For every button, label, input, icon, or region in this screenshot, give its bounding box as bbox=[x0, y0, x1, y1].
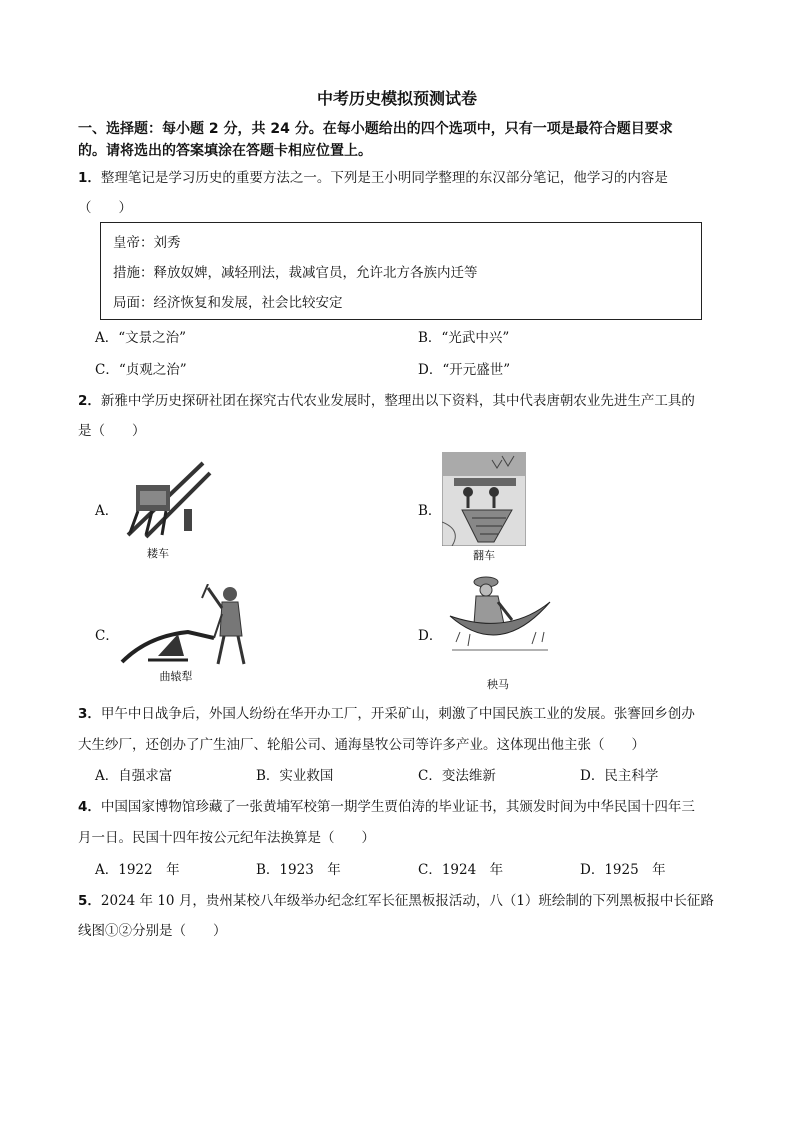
q1-option-a[interactable]: A．“文景之治” bbox=[95, 330, 187, 346]
caption-seed-drill: 耧车 bbox=[147, 547, 169, 560]
caption-curved-plough: 曲辕犁 bbox=[159, 670, 193, 683]
q5-stem bbox=[78, 889, 714, 909]
q5-text: 2024 年 10 月，贵州某校八年级举办纪念红军长征黑板报活动，八（1）班绘制的下列黑板报中长征路 bbox=[100, 893, 714, 909]
q2-number: 2． bbox=[78, 393, 101, 409]
q3-stem bbox=[78, 702, 695, 722]
q1-text: 整理笔记是学习历史的重要方法之一。下列是王小明同学整理的东汉部分笔记，他学习的内容是 bbox=[100, 170, 668, 186]
q1-number: 1． bbox=[78, 170, 101, 186]
q2-option-b[interactable]: B． bbox=[418, 503, 442, 519]
q4-text: 中国国家博物馆珍藏了一张黄埔军校第一期学生贾伯涛的毕业证书，其颁发时间为中华民国十四年三 bbox=[100, 799, 695, 815]
rice-seedling-horse-image bbox=[448, 572, 552, 670]
q2-stem-2: 是（ ） bbox=[78, 423, 146, 439]
notes-situation: 局面：经济恢复和发展，社会比较安定 bbox=[113, 295, 343, 311]
page-title: 中考历史模拟预测试卷 bbox=[316, 89, 477, 108]
q3-option-d[interactable]: D．民主科学 bbox=[580, 768, 659, 784]
q4-option-b[interactable]: B．1923 年 bbox=[256, 862, 341, 878]
q2-stem bbox=[78, 389, 695, 409]
q4-number: 4． bbox=[78, 799, 101, 815]
q3-option-a[interactable]: A．自强求富 bbox=[95, 768, 173, 784]
section-line-1: 一、选择题：每小题 2 分，共 24 分。在每小题给出的四个选项中，只有一项是最符合题目要求 bbox=[78, 121, 673, 137]
q3-text: 甲午中日战争后，外国人纷纷在华开办工厂，开采矿山，刺激了中国民族工业的发展。张謇回乡创办 bbox=[100, 706, 695, 722]
curved-plough-image bbox=[118, 584, 258, 670]
q1-answer-paren: （ ） bbox=[78, 200, 132, 216]
q1-notes-box bbox=[100, 222, 702, 320]
q3-stem-2: 大生纱厂，还创办了广生油厂、轮船公司、通海垦牧公司等许多产业。这体现出他主张（ ） bbox=[78, 737, 645, 753]
q3-option-c[interactable]: C．变法维新 bbox=[418, 768, 496, 784]
q2-option-c[interactable]: C． bbox=[95, 628, 119, 644]
water-wheel-image bbox=[442, 452, 526, 546]
q1-option-d[interactable]: D．“开元盛世” bbox=[418, 362, 511, 378]
q1-option-b[interactable]: B．“光武中兴” bbox=[418, 330, 510, 346]
section-heading bbox=[78, 118, 758, 162]
notes-emperor: 皇帝：刘秀 bbox=[113, 235, 181, 251]
q2-text: 新雅中学历史探研社团在探究古代农业发展时，整理出以下资料，其中代表唐朝农业先进生产工具的 bbox=[100, 393, 695, 409]
q5-stem-2: 线图①②分别是（ ） bbox=[78, 923, 227, 939]
q4-option-d[interactable]: D．1925 年 bbox=[580, 862, 666, 878]
q2-option-d[interactable]: D． bbox=[418, 628, 443, 644]
caption-water-wheel: 翻车 bbox=[473, 549, 495, 562]
section-line-2: 的。请将选出的答案填涂在答题卡相应位置上。 bbox=[78, 143, 372, 159]
seed-drill-image bbox=[118, 455, 218, 547]
q1-option-c[interactable]: C．“贞观之治” bbox=[95, 362, 187, 378]
q4-stem-2: 月一日。民国十四年按公元纪年法换算是（ ） bbox=[78, 830, 375, 846]
q3-number: 3． bbox=[78, 706, 101, 722]
q1-stem bbox=[78, 166, 668, 186]
q4-option-c[interactable]: C．1924 年 bbox=[418, 862, 504, 878]
q4-option-a[interactable]: A．1922 年 bbox=[95, 862, 180, 878]
q2-option-a[interactable]: A． bbox=[95, 503, 119, 519]
notes-measures: 措施：释放奴婢，减轻刑法，裁减官员，允许北方各族内迁等 bbox=[113, 265, 478, 281]
q4-stem bbox=[78, 795, 695, 815]
q3-option-b[interactable]: B．实业救国 bbox=[256, 768, 334, 784]
q5-number: 5． bbox=[78, 893, 101, 909]
caption-rice-horse: 秧马 bbox=[487, 678, 509, 691]
